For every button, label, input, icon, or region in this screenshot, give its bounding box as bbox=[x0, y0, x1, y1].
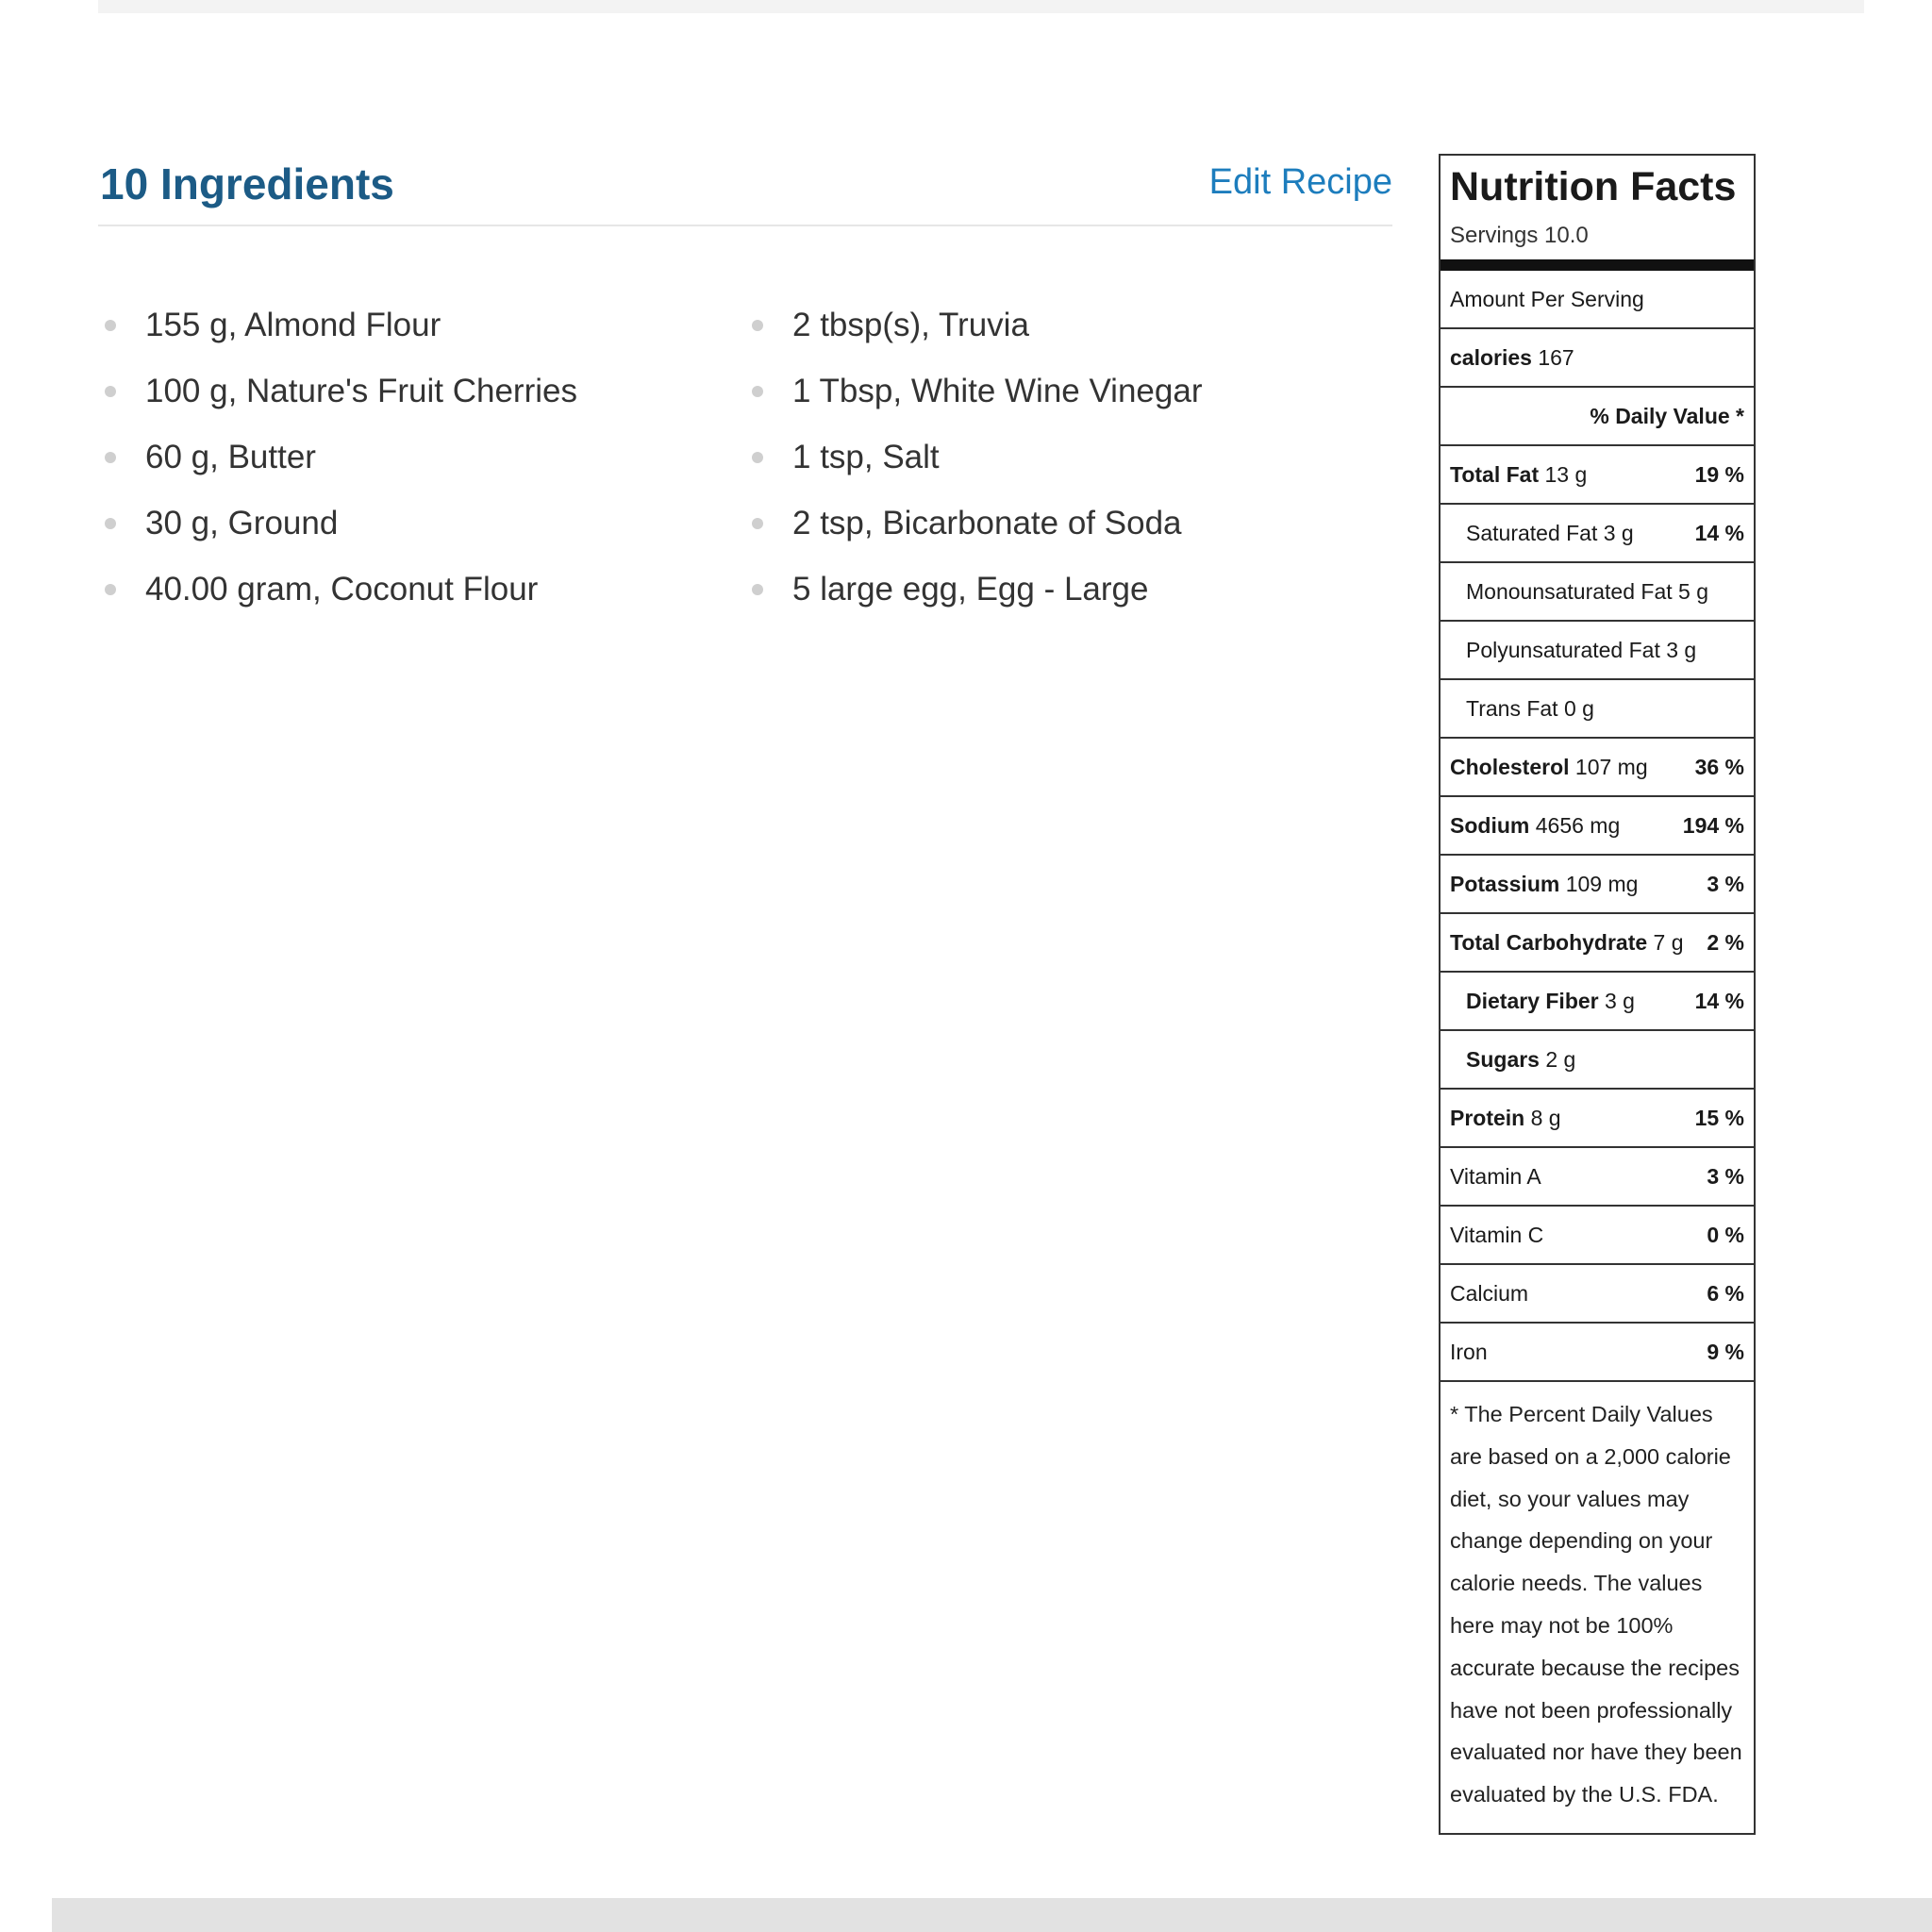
nutrient-label: Trans Fat 0 g bbox=[1466, 696, 1594, 721]
bullet-icon bbox=[752, 320, 763, 331]
ingredient-item bbox=[98, 425, 721, 491]
nutrient-label: Polyunsaturated Fat 3 g bbox=[1466, 638, 1697, 662]
nutrient-row-iron bbox=[1441, 1324, 1754, 1382]
ingredient-text: 155 g, Almond Flour bbox=[145, 307, 441, 343]
calories-value: 167 bbox=[1538, 345, 1574, 370]
nutrient-percent: 15 % bbox=[1694, 1106, 1744, 1130]
nutrition-title: Nutrition Facts bbox=[1450, 164, 1737, 209]
nutrient-value: 7 g bbox=[1653, 930, 1684, 955]
bullet-icon bbox=[105, 386, 116, 397]
amount-per-serving-row bbox=[1441, 271, 1754, 329]
ingredient-text: 2 tsp, Bicarbonate of Soda bbox=[792, 505, 1182, 541]
nutrient-label: Saturated Fat 3 g bbox=[1466, 521, 1634, 545]
top-divider-bar bbox=[98, 0, 1864, 13]
bullet-icon bbox=[752, 386, 763, 397]
daily-value-header: % Daily Value * bbox=[1590, 404, 1744, 428]
ingredient-item bbox=[98, 557, 721, 623]
nutrient-row-cholesterol bbox=[1441, 739, 1754, 797]
nutrient-row-sodium bbox=[1441, 797, 1754, 856]
nutrient-value: 3 g bbox=[1605, 989, 1635, 1013]
bullet-icon bbox=[105, 584, 116, 595]
nutrient-label: Vitamin C bbox=[1450, 1223, 1544, 1247]
nutrient-percent: 36 % bbox=[1694, 755, 1744, 779]
nutrient-label: Vitamin A bbox=[1450, 1164, 1541, 1189]
nutrient-row-vitamin-c bbox=[1441, 1207, 1754, 1265]
nutrient-row-trans-fat bbox=[1441, 680, 1754, 739]
daily-value-header-row bbox=[1441, 388, 1754, 446]
ingredient-item bbox=[745, 358, 1368, 425]
daily-value-footnote: * The Percent Daily Values are based on a 2,000 calorie diet, so your values may change depending on your calorie needs. The values here may not be 100% accurate because the recipes have not been professionally evaluated nor have they been evaluated by the U.S. FDA. bbox=[1450, 1402, 1742, 1807]
ingredient-text: 1 tsp, Salt bbox=[792, 439, 940, 475]
ingredients-title: 10 Ingredients bbox=[100, 159, 394, 208]
nutrient-value: 13 g bbox=[1544, 462, 1588, 487]
nutrition-facts-panel bbox=[1439, 154, 1756, 1835]
ingredients-list-left bbox=[98, 292, 721, 623]
nutrient-label: Sugars bbox=[1466, 1047, 1540, 1072]
ingredient-text: 60 g, Butter bbox=[145, 439, 316, 475]
nutrient-value: 2 g bbox=[1545, 1047, 1576, 1072]
nutrient-row-sugars bbox=[1441, 1031, 1754, 1090]
ingredient-item bbox=[98, 491, 721, 557]
nutrient-value: 8 g bbox=[1530, 1106, 1561, 1130]
nutrient-row-calcium bbox=[1441, 1265, 1754, 1324]
ingredients-header bbox=[98, 149, 1392, 226]
ingredient-text: 5 large egg, Egg - Large bbox=[792, 571, 1149, 608]
bullet-icon bbox=[105, 452, 116, 463]
calories-label: calories bbox=[1450, 345, 1532, 370]
nutrient-percent: 14 % bbox=[1694, 521, 1744, 545]
nutrient-percent: 2 % bbox=[1707, 930, 1744, 955]
ingredient-text: 2 tbsp(s), Truvia bbox=[792, 307, 1029, 343]
ingredient-text: 30 g, Ground bbox=[145, 505, 339, 541]
nutrient-label: Total Fat bbox=[1450, 462, 1540, 487]
ingredient-text: 40.00 gram, Coconut Flour bbox=[145, 571, 539, 608]
ingredients-list-right bbox=[745, 292, 1368, 623]
nutrient-row-saturated-fat bbox=[1441, 505, 1754, 563]
nutrient-label: Calcium bbox=[1450, 1281, 1529, 1306]
ingredient-item bbox=[745, 557, 1368, 623]
ingredient-text: 1 Tbsp, White Wine Vinegar bbox=[792, 373, 1203, 409]
nutrient-row-total-fat bbox=[1441, 446, 1754, 505]
bullet-icon bbox=[752, 584, 763, 595]
nutrient-label: Total Carbohydrate bbox=[1450, 930, 1648, 955]
servings-text: Servings 10.0 bbox=[1441, 207, 1754, 271]
nutrient-percent: 6 % bbox=[1707, 1281, 1744, 1306]
nutrient-percent: 14 % bbox=[1694, 989, 1744, 1013]
nutrient-percent: 19 % bbox=[1694, 462, 1744, 487]
amount-per-serving-label: Amount Per Serving bbox=[1450, 287, 1644, 311]
nutrient-percent: 3 % bbox=[1707, 872, 1744, 896]
edit-recipe-link[interactable]: Edit Recipe bbox=[1208, 162, 1392, 202]
nutrient-label: Protein bbox=[1450, 1106, 1525, 1130]
nutrient-label: Sodium bbox=[1450, 813, 1530, 838]
nutrient-row-total-carbohydrate bbox=[1441, 914, 1754, 973]
nutrient-percent: 3 % bbox=[1707, 1164, 1744, 1189]
nutrient-label: Monounsaturated Fat 5 g bbox=[1466, 579, 1708, 604]
calories-row bbox=[1441, 329, 1754, 388]
nutrient-value: 109 mg bbox=[1565, 872, 1639, 896]
nutrient-row-dietary-fiber bbox=[1441, 973, 1754, 1031]
bullet-icon bbox=[105, 518, 116, 529]
ingredient-item bbox=[745, 292, 1368, 358]
bullet-icon bbox=[752, 452, 763, 463]
nutrient-row-potassium bbox=[1441, 856, 1754, 914]
nutrient-label: Iron bbox=[1450, 1340, 1488, 1364]
nutrient-value: 107 mg bbox=[1574, 755, 1648, 779]
ingredient-item bbox=[745, 425, 1368, 491]
nutrient-row-monounsaturated-fat bbox=[1441, 563, 1754, 622]
bullet-icon bbox=[105, 320, 116, 331]
nutrient-row-protein bbox=[1441, 1090, 1754, 1148]
ingredient-item bbox=[745, 491, 1368, 557]
nutrient-row-polyunsaturated-fat bbox=[1441, 622, 1754, 680]
nutrient-row-vitamin-a bbox=[1441, 1148, 1754, 1207]
nutrient-label: Dietary Fiber bbox=[1466, 989, 1599, 1013]
nutrient-label: Cholesterol bbox=[1450, 755, 1570, 779]
ingredient-item bbox=[98, 358, 721, 425]
nutrient-percent: 0 % bbox=[1707, 1223, 1744, 1247]
nutrient-percent: 194 % bbox=[1682, 813, 1744, 838]
bullet-icon bbox=[752, 518, 763, 529]
nutrient-value: 4656 mg bbox=[1535, 813, 1621, 838]
nutrient-label: Potassium bbox=[1450, 872, 1560, 896]
bottom-divider-bar bbox=[52, 1898, 1932, 1932]
ingredient-item bbox=[98, 292, 721, 358]
ingredient-text: 100 g, Nature's Fruit Cherries bbox=[145, 373, 577, 409]
nutrient-percent: 9 % bbox=[1707, 1340, 1744, 1364]
